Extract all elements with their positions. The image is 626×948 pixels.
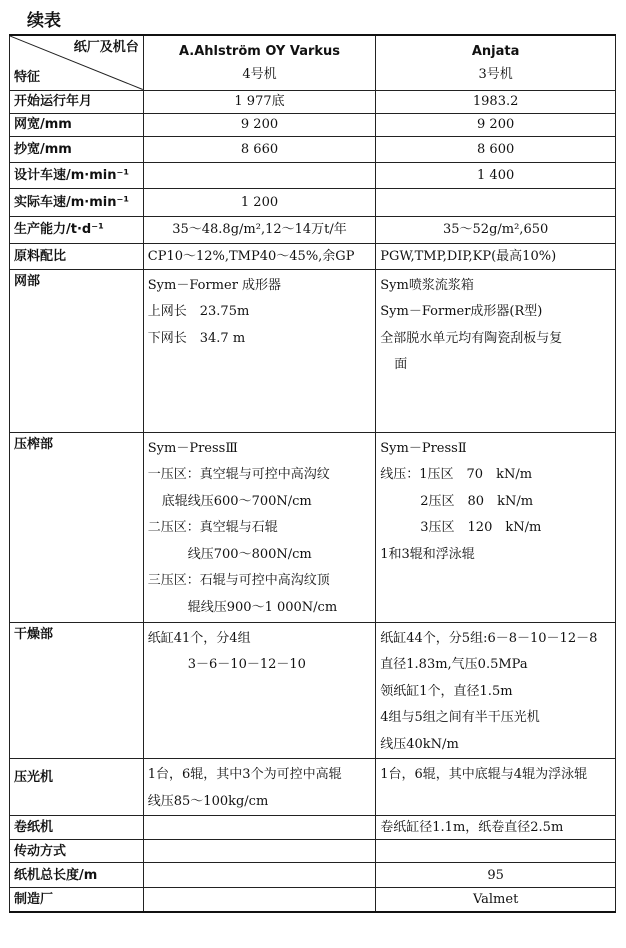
dryer-section-mill-2: 纸缸44个，分5组:6－8－10－12－8 直径1.83m,气压0.5MPa 领纸缸1个，直径1.5m 4组与5组之间有半干压光机 线压40kN/m xyxy=(376,622,616,759)
wire-section-mill-1: Sym－Former 成形器 上网长 23.75m 下网长 34.7 m xyxy=(143,269,376,432)
table-row: 网部 Sym－Former 成形器 上网长 23.75m 下网长 34.7 m Sym喷浆流浆箱 Sym－Former成形器(R型) 全部脱水单元均有陶瓷刮板与复 面 xyxy=(10,269,616,432)
table-row: 实际车速/m·min⁻¹ 1 200 xyxy=(10,188,616,216)
table-row: 制造厂 Valmet xyxy=(10,888,616,912)
table-row: 干燥部 纸缸41个，分4组 3－6－10－12－10 纸缸44个，分5组:6－8－10－12－8 直径1.83m,气压0.5MPa 领纸缸1个，直径1.5m 4组与5组之间有半干压光机 线压40kN/m xyxy=(10,622,616,759)
table-row: 网宽/mm 9 200 9 200 xyxy=(10,113,616,136)
calender-mill-1: 1台，6辊，其中3个为可控中高辊 线压85～100kg/cm xyxy=(143,759,376,816)
header-mill-2: Anjata 3号机 xyxy=(376,35,616,90)
table-row: 生产能力/t·d⁻¹ 35～48.8g/m²,12～14万t/年 35～52g/m²,650 xyxy=(10,216,616,243)
table-row: 抄宽/mm 8 660 8 600 xyxy=(10,136,616,162)
header-mill-1: A.Ahlström OY Varkus 4号机 xyxy=(143,35,376,90)
table-row: 卷纸机 卷纸缸径1.1m，纸卷直径2.5m xyxy=(10,816,616,840)
table-row: 压榨部 Sym－PressⅢ 一压区：真空辊与可控中高沟纹 底辊线压600～700N/cm 二压区：真空辊与石辊 线压700～800N/cm 三压区：石辊与可控中高沟纹顶 辊线压900～1 000N/cm Sym－PressⅡ 线压：1压区 70 kN/m 2压区 80 kN/m 3压区 120 kN/m 1和3辊和浮泳辊 xyxy=(10,432,616,622)
paper-machine-spec-table xyxy=(9,34,616,913)
calender-mill-2: 1台，6辊，其中底辊与4辊为浮泳辊 xyxy=(376,759,616,816)
table-row: 纸机总长度/m 95 xyxy=(10,863,616,888)
table-caption: 续表 xyxy=(27,11,61,31)
dryer-section-mill-1: 纸缸41个，分4组 3－6－10－12－10 xyxy=(143,622,376,759)
table-row: 设计车速/m·min⁻¹ 1 400 xyxy=(10,162,616,188)
press-section-mill-1: Sym－PressⅢ 一压区：真空辊与可控中高沟纹 底辊线压600～700N/cm 二压区：真空辊与石辊 线压700～800N/cm 三压区：石辊与可控中高沟纹顶 辊线压900～1 000N/cm xyxy=(143,432,376,622)
header-corner-top: 纸厂及机台 xyxy=(73,40,139,55)
header-corner-cell xyxy=(10,35,144,90)
table-row: 传动方式 xyxy=(10,840,616,863)
table-row: 压光机 1台，6辊，其中3个为可控中高辊 线压85～100kg/cm 1台，6辊，其中底辊与4辊为浮泳辊 xyxy=(10,759,616,816)
table-row: 原料配比 CP10～12%,TMP40～45%,余GP PGW,TMP,DIP,KP(最高10%) xyxy=(10,243,616,269)
wire-section-mill-2: Sym喷浆流浆箱 Sym－Former成形器(R型) 全部脱水单元均有陶瓷刮板与复 面 xyxy=(376,269,616,432)
table-row: 开始运行年月 1 977底 1983.2 xyxy=(10,90,616,113)
header-corner-bottom: 特征 xyxy=(14,69,41,85)
header-row xyxy=(10,35,616,90)
press-section-mill-2: Sym－PressⅡ 线压：1压区 70 kN/m 2压区 80 kN/m 3压区 120 kN/m 1和3辊和浮泳辊 xyxy=(376,432,616,622)
